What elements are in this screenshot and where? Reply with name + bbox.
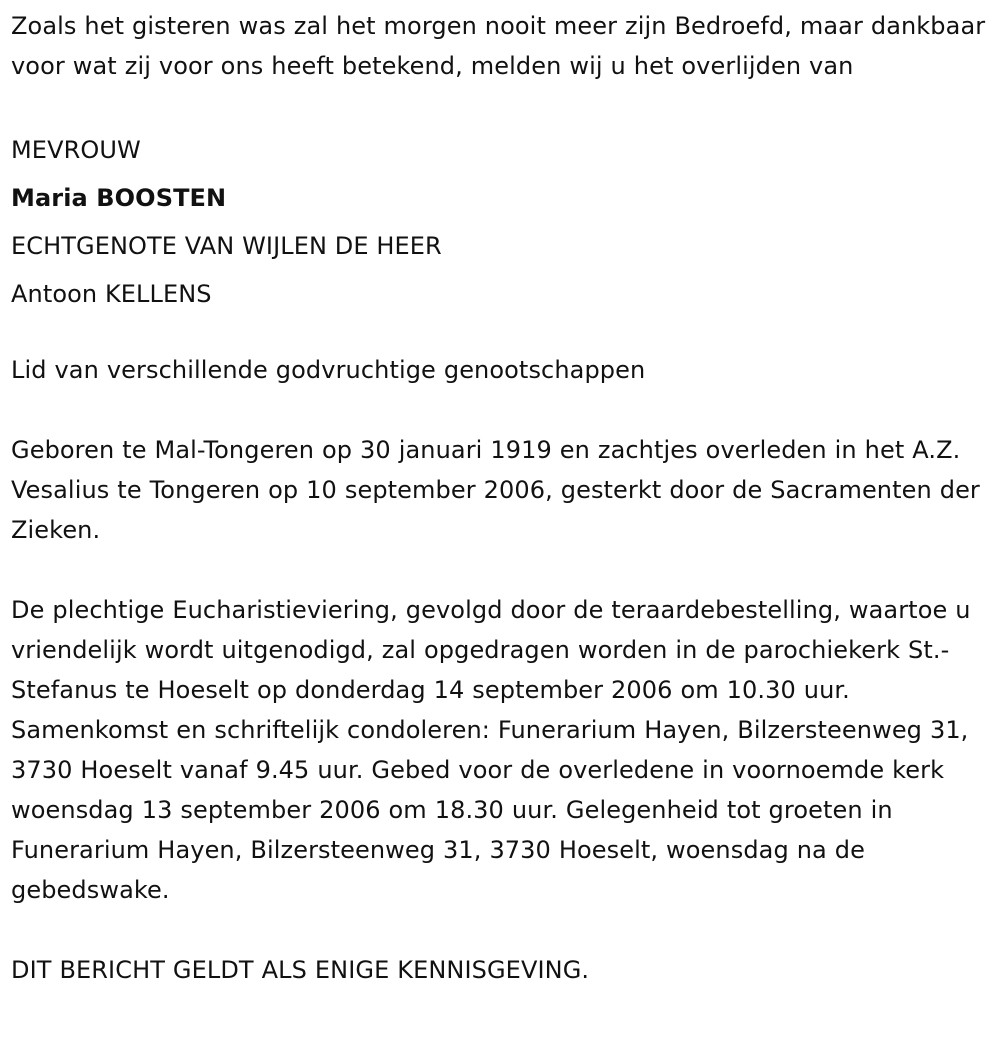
membership-paragraph: Lid van verschillende godvruchtige genootschappen	[11, 356, 646, 384]
ceremony-paragraph: De plechtige Eucharistieviering, gevolgd door de teraardebestelling, waartoe u vriendelijk wordt uitgenodigd, zal opgedragen worden in de parochiekerk St.-Stefanus te Hoeselt op donderdag 14 september 2006 om 10.30 uur. Samenkomst en schriftelijk condoleren: Funerarium Hayen, Bilzersteenweg 31, 3730 Hoeselt vanaf 9.45 uur. Gebed voor de overledene in voornoemde kerk woensdag 13 september 2006 om 18.30 uur. Gelegenheid tot groeten in Funerarium Hayen, Bilzersteenweg 31, 3730 Hoeselt, woensdag na de gebedswake.	[11, 596, 971, 904]
birth-death-paragraph: Geboren te Mal-Tongeren op 30 januari 1919 en zachtjes overleden in het A.Z. Vesalius te Tongeren op 10 september 2006, gesterkt door de Sacramenten der Zieken.	[11, 436, 980, 544]
closing-paragraph: DIT BERICHT GELDT ALS ENIGE KENNISGEVING.	[11, 956, 590, 984]
spouse-name: Antoon KELLENS	[11, 280, 212, 308]
spacer	[11, 550, 989, 590]
spacer	[11, 86, 989, 126]
deceased-name: Maria BOOSTEN	[11, 184, 227, 212]
obituary-notice	[11, 6, 989, 990]
spacer	[11, 318, 989, 350]
spacer	[11, 910, 989, 950]
deceased-relation: ECHTGENOTE VAN WIJLEN DE HEER	[11, 232, 442, 260]
intro-paragraph: Zoals het gisteren was zal het morgen nooit meer zijn Bedroefd, maar dankbaar voor wat zij voor ons heeft betekend, melden wij u het overlijden van	[11, 12, 986, 80]
deceased-title: MEVROUW	[11, 136, 141, 164]
spacer	[11, 390, 989, 430]
